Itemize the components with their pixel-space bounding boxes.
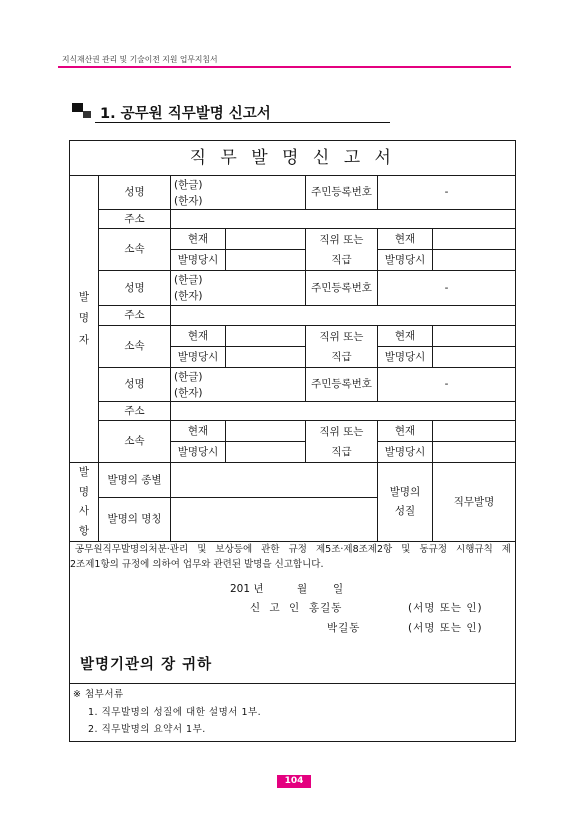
address-value <box>171 306 516 326</box>
invention-nature-value: 직무발명 <box>433 463 516 542</box>
address-label: 주소 <box>99 210 171 229</box>
name-hanja-hint: (한자) <box>174 386 203 399</box>
rrn-value: - <box>378 176 516 210</box>
invention-nature-label-line2: 성질 <box>394 505 416 517</box>
position-label <box>306 229 378 271</box>
affiliation-at-invention-label: 발명당시 <box>171 347 226 368</box>
invention-report-form <box>69 140 516 742</box>
affiliation-label: 소속 <box>99 229 171 271</box>
name-label: 성명 <box>99 271 171 306</box>
signature-hint: (서명 또는 인) <box>408 602 483 614</box>
affiliation-label: 소속 <box>99 326 171 368</box>
affiliation-at-invention-value <box>226 250 306 271</box>
position-label-line1: 직위 또는 <box>319 330 364 343</box>
name-korean-hint: (한글) <box>174 370 203 383</box>
affiliation-current-label: 현재 <box>171 421 226 442</box>
rrn-label: 주민등록번호 <box>306 176 378 210</box>
date-year: 201 년 <box>230 583 264 595</box>
position-at-invention-label: 발명당시 <box>378 347 433 368</box>
attachment-item: 2. 직무발명의 요약서 1부. <box>88 724 206 735</box>
affiliation-current-value <box>226 229 306 250</box>
position-current-value <box>433 229 516 250</box>
inventor-address-row <box>70 210 516 229</box>
position-at-invention-value <box>433 347 516 368</box>
position-label-line1: 직위 또는 <box>319 425 364 438</box>
invention-nature-label <box>378 463 433 542</box>
header-rule <box>58 66 511 68</box>
addressee: 발명기관의 장 귀하 <box>80 657 213 673</box>
reporter-label: 신 고 인 <box>250 602 303 614</box>
name-value-cell <box>171 176 306 210</box>
inventor-affiliation-current-row <box>70 421 516 442</box>
declaration-cell <box>70 542 516 684</box>
name-hanja-hint: (한자) <box>174 194 203 207</box>
form-title-row <box>70 141 516 176</box>
bullet-square-small <box>83 111 91 118</box>
attachment-item: 1. 직무발명의 성질에 대한 설명서 1부. <box>88 707 262 718</box>
name-korean-hint: (한글) <box>174 178 203 191</box>
position-label-line2: 직급 <box>331 253 352 266</box>
form-title: 직 무 발 명 신 고 서 <box>70 141 516 176</box>
inventor-name-row <box>70 176 516 210</box>
affiliation-current-value <box>226 421 306 442</box>
date-month: 월 <box>297 583 308 595</box>
invention-name-label: 발명의 명칭 <box>99 498 171 542</box>
position-current-value <box>433 326 516 347</box>
position-current-label: 현재 <box>378 326 433 347</box>
document-header-title: 지식재산권 관리 및 기술이전 지원 업무지침서 <box>62 55 218 64</box>
position-at-invention-label: 발명당시 <box>378 442 433 463</box>
inventor-section-label: 발명자 <box>78 290 90 346</box>
name-value-cell <box>171 271 306 306</box>
signature-hint: (서명 또는 인) <box>408 622 483 634</box>
section-title: 1. 공무원 직무발명 신고서 <box>100 106 271 122</box>
invention-nature-label-line1: 발명의 <box>389 486 421 498</box>
signer-name: 박길동 <box>327 622 361 634</box>
invention-section-label-cell <box>70 463 99 542</box>
declaration-text-line-2: 2조제1항의 규정에 의하여 업무와 관련된 발명을 신고합니다. <box>70 559 324 570</box>
inventor-name-row <box>70 271 516 306</box>
position-label <box>306 421 378 463</box>
declaration-row <box>70 542 516 684</box>
name-korean-hint: (한글) <box>174 274 203 286</box>
name-label: 성명 <box>99 368 171 402</box>
rrn-label: 주민등록번호 <box>306 368 378 402</box>
attachments-row <box>70 684 516 742</box>
bullet-square-large <box>72 103 83 112</box>
affiliation-at-invention-value <box>226 442 306 463</box>
affiliation-at-invention-label: 발명당시 <box>171 442 226 463</box>
invention-section-label: 발명사항 <box>78 466 90 537</box>
affiliation-label: 소속 <box>99 421 171 463</box>
invention-name-value <box>171 498 378 542</box>
declaration-box <box>70 542 515 682</box>
address-label: 주소 <box>99 402 171 421</box>
address-value <box>171 210 516 229</box>
name-label: 성명 <box>99 176 171 210</box>
signer-name: 홍길동 <box>309 602 343 614</box>
name-value-cell <box>171 368 306 402</box>
rrn-value: - <box>378 368 516 402</box>
declaration-text-line-1: 공무원직무발명의처분·관리 및 보상등에 관한 규정 제5조·제8조제2항 및 동규정 시행규칙 제 <box>75 544 511 555</box>
address-label: 주소 <box>99 306 171 326</box>
section-title-rule <box>95 122 390 123</box>
inventor-affiliation-current-row <box>70 326 516 347</box>
invention-type-row <box>70 463 516 498</box>
position-label <box>306 326 378 368</box>
invention-type-label: 발명의 종별 <box>99 463 171 498</box>
position-at-invention-label: 발명당시 <box>378 250 433 271</box>
position-current-label: 현재 <box>378 229 433 250</box>
name-hanja-hint: (한자) <box>174 290 203 302</box>
position-current-value <box>433 421 516 442</box>
inventor-address-row <box>70 402 516 421</box>
invention-type-value <box>171 463 378 498</box>
attachments-box <box>70 684 515 740</box>
position-label-line2: 직급 <box>331 350 352 363</box>
rrn-label: 주민등록번호 <box>306 271 378 306</box>
inventor-address-row <box>70 306 516 326</box>
page-number: 104 <box>277 775 311 788</box>
address-value <box>171 402 516 421</box>
affiliation-current-label: 현재 <box>171 326 226 347</box>
affiliation-at-invention-value <box>226 347 306 368</box>
position-label-line1: 직위 또는 <box>319 233 364 246</box>
position-at-invention-value <box>433 442 516 463</box>
position-label-line2: 직급 <box>331 445 352 458</box>
affiliation-current-label: 현재 <box>171 229 226 250</box>
affiliation-at-invention-label: 발명당시 <box>171 250 226 271</box>
position-current-label: 현재 <box>378 421 433 442</box>
date-day: 일 <box>333 583 344 595</box>
inventor-section-label-cell <box>70 176 99 463</box>
inventor-name-row <box>70 368 516 402</box>
position-at-invention-value <box>433 250 516 271</box>
attachments-cell <box>70 684 516 742</box>
affiliation-current-value <box>226 326 306 347</box>
attachments-heading: ※ 첨부서류 <box>73 689 124 700</box>
rrn-value: - <box>378 271 516 306</box>
inventor-affiliation-current-row <box>70 229 516 250</box>
square-bullet-icon <box>72 103 92 119</box>
